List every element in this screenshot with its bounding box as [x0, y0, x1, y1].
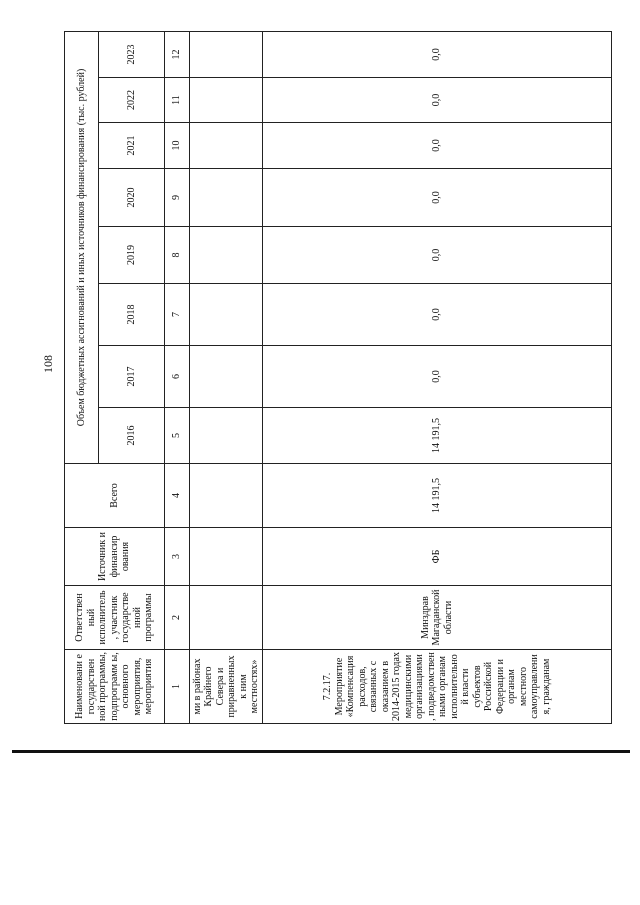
header-responsible: Ответствен ный исполнитель , участник государстве нной программы [65, 586, 165, 650]
column-number: 5 [165, 408, 190, 464]
measure-year-value: 0,0 [263, 346, 612, 408]
empty-cell [190, 464, 263, 528]
measure-row [263, 31, 612, 723]
empty-cell [190, 528, 263, 586]
measure-responsible: Минздрав Магаданской области [263, 586, 612, 650]
column-number: 2 [165, 586, 190, 650]
year-header: 2021 [99, 123, 165, 169]
empty-cell [190, 408, 263, 464]
year-header: 2018 [99, 284, 165, 346]
column-number: 1 [165, 650, 190, 724]
header-row [65, 31, 99, 723]
column-number: 3 [165, 528, 190, 586]
year-header: 2023 [99, 31, 165, 77]
measure-year-value: 0,0 [263, 123, 612, 169]
column-number: 7 [165, 284, 190, 346]
column-number: 10 [165, 123, 190, 169]
empty-cell [190, 346, 263, 408]
measure-total: 14 191,5 [263, 464, 612, 528]
empty-cell [190, 284, 263, 346]
continuation-row [190, 31, 263, 723]
year-header: 2016 [99, 408, 165, 464]
empty-cell [190, 586, 263, 650]
page-divider-rule [12, 750, 630, 753]
page-number: 108 [41, 355, 55, 373]
column-number: 6 [165, 346, 190, 408]
column-number: 8 [165, 227, 190, 284]
column-number: 12 [165, 31, 190, 77]
measure-year-value: 0,0 [263, 31, 612, 77]
empty-cell [190, 78, 263, 123]
empty-cell [190, 227, 263, 284]
measure-year-value: 0,0 [263, 78, 612, 123]
header-source: Источник и финансир ования [65, 528, 165, 586]
header-name: Наименовани е государствен ной программы, подпрограмм ы, основного мероприятия, мероприятия [65, 650, 165, 724]
budget-table [64, 31, 612, 724]
rotated-table-container [64, 32, 611, 724]
empty-cell [190, 169, 263, 227]
measure-year-value: 14 191,5 [263, 408, 612, 464]
measure-year-value: 0,0 [263, 227, 612, 284]
measure-year-value: 0,0 [263, 169, 612, 227]
header-volume: Объем бюджетных ассигнований и иных источников финансирования (тыс. рублей) [65, 31, 99, 463]
column-number-row [165, 31, 190, 723]
measure-source: ФБ [263, 528, 612, 586]
empty-cell [190, 123, 263, 169]
measure-name: 7.2.17. Мероприятие «Компенсация расходов, связанных с оказанием в 2014-2015 годах медицинскими организациями , подведомствен ными органам исполнительно й власти субъектов Российской Федерации и органам местного самоуправлени я, гражданам [263, 650, 612, 724]
year-header: 2022 [99, 78, 165, 123]
column-number: 11 [165, 78, 190, 123]
measure-year-value: 0,0 [263, 284, 612, 346]
year-header: 2019 [99, 227, 165, 284]
header-total: Всего [65, 464, 165, 528]
column-number: 9 [165, 169, 190, 227]
column-number: 4 [165, 464, 190, 528]
empty-cell [190, 31, 263, 77]
year-header: 2020 [99, 169, 165, 227]
year-header: 2017 [99, 346, 165, 408]
continuation-name: ми в районах Крайнего Севера и приравненных к ним местностях» [190, 650, 263, 724]
